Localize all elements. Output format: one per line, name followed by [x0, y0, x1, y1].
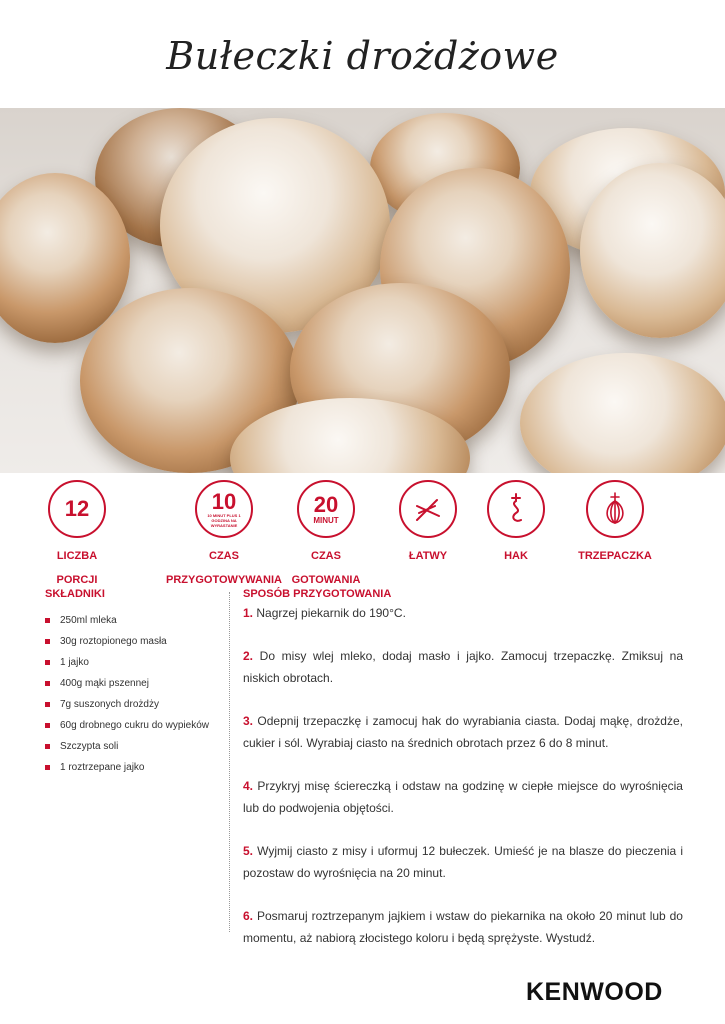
servings-badge: [48, 480, 106, 538]
method-section: [243, 588, 683, 970]
method-step: [243, 710, 683, 754]
bullet-icon: [45, 702, 50, 707]
prep-time-badge: [195, 480, 253, 538]
difficulty-label: ŁATWY: [408, 550, 448, 562]
list-item: [45, 673, 230, 694]
hook-label: HAK: [504, 550, 528, 562]
method-step: [243, 645, 683, 689]
method-step: [243, 775, 683, 819]
whisk-icon: [586, 480, 644, 538]
step-number: 4.: [243, 779, 254, 793]
bullet-icon: [45, 723, 50, 728]
hero-photo-bread-rolls: [0, 108, 725, 473]
step-number: 6.: [243, 909, 254, 923]
step-text: Posmaruj roztrzepanym jajkiem i wstaw do piekarnika na około 20 minut lub do momentu, aż nabiorą złocistego koloru i będą sprężyste. Wystudź.: [243, 909, 683, 945]
step-text: Nagrzej piekarnik do 190°C.: [256, 606, 406, 620]
list-item: [45, 631, 230, 652]
ingredient-text: 60g drobnego cukru do wypieków: [60, 720, 209, 731]
ingredient-text: Szczypta soli: [60, 741, 119, 752]
list-item: [45, 610, 230, 631]
step-text: Przykryj misę ściereczką i odstaw na godzinę w ciepłe miejsce do wyrośnięcia lub do podwojenia objętości.: [243, 779, 683, 815]
ingredient-text: 1 jajko: [60, 657, 89, 668]
list-item: [45, 694, 230, 715]
prep-time-value: 10: [211, 488, 237, 514]
ingredient-text: 250ml mleka: [60, 615, 117, 626]
bullet-icon: [45, 765, 50, 770]
step-text: Do misy wlej mleko, dodaj masło i jajko. Zamocuj trzepaczkę. Zmiksuj na niskich obrotach.: [243, 649, 683, 685]
bullet-icon: [45, 660, 50, 665]
method-title: SPOSÓB PRZYGOTOWANIA: [243, 588, 392, 600]
bullet-icon: [45, 744, 50, 749]
method-step: [243, 840, 683, 884]
servings-stat: [17, 480, 137, 592]
method-step: [243, 602, 683, 624]
kenwood-logo: KENWOOD: [526, 978, 663, 1006]
step-number: 1.: [243, 606, 254, 620]
method-step: [243, 905, 683, 949]
list-item: [45, 736, 230, 757]
step-number: 5.: [243, 844, 254, 858]
recipe-stats-row: [0, 480, 725, 586]
servings-label: [17, 544, 137, 592]
recipe-title: Bułeczki drożdżowe: [166, 34, 559, 78]
list-item: [45, 652, 230, 673]
servings-value: 12: [64, 496, 90, 521]
ingredient-text: 1 roztrzepane jajko: [60, 762, 145, 773]
whisk-label: TRZEPACZKA: [578, 550, 652, 562]
bun: [580, 163, 725, 338]
step-number: 3.: [243, 714, 254, 728]
knives-icon: [399, 480, 457, 538]
dough-hook-icon: [487, 480, 545, 538]
column-divider: [229, 592, 230, 932]
bullet-icon: [45, 618, 50, 623]
step-text: Odepnij trzepaczkę i zamocuj hak do wyrabiania ciasta. Dodaj mąkę, drożdże, cukier i sól. Wyrabiaj ciasto na średnich obrotach przez 6 do 8 minut.: [243, 714, 683, 750]
bullet-icon: [45, 681, 50, 686]
ingredient-text: 30g roztopionego masła: [60, 636, 167, 647]
ingredients-title: SKŁADNIKI: [45, 588, 105, 600]
step-text: Wyjmij ciasto z misy i uformuj 12 bułeczek. Umieść je na blasze do pieczenia i pozostaw do wyrośnięcia na 20 minut.: [243, 844, 683, 880]
cook-time-label-line1: CZAS: [311, 550, 341, 562]
prep-time-label-line1: CZAS: [209, 550, 239, 562]
cook-time-badge: [297, 480, 355, 538]
ingredients-section: [45, 588, 230, 778]
step-number: 2.: [243, 649, 254, 663]
ingredient-text: 7g suszonych drożdży: [60, 699, 159, 710]
list-item: [45, 715, 230, 736]
servings-label-line2: PORCJI: [56, 574, 98, 586]
bullet-icon: [45, 639, 50, 644]
ingredient-text: 400g mąki pszennej: [60, 678, 149, 689]
whisk-stat: [555, 480, 675, 568]
prep-time-label-line2: PRZYGOTOWYWANIA: [166, 574, 282, 586]
cook-time-label-line2: GOTOWANIA: [291, 574, 361, 586]
list-item: [45, 757, 230, 778]
cook-time-value: 20: [313, 491, 339, 517]
servings-label-line1: LICZBA: [56, 550, 98, 562]
prep-time-note: 10 MINUT PLUS 1 GODZINA NA WYRASTANIE: [207, 512, 241, 528]
cook-time-unit: MINUT: [313, 515, 339, 525]
bun: [520, 353, 725, 473]
